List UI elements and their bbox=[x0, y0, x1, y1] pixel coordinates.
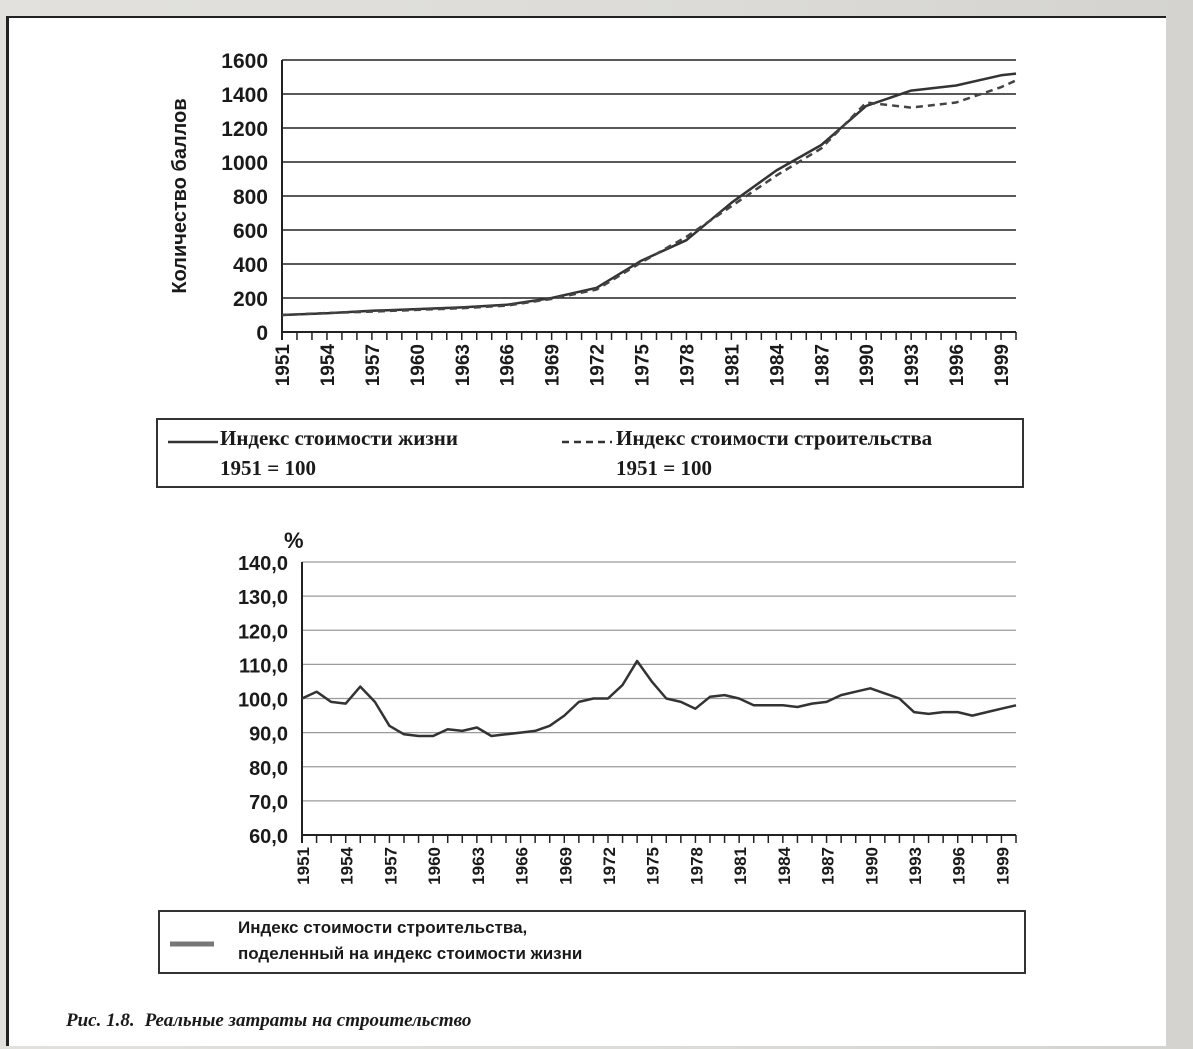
bottom-chart-legend bbox=[158, 910, 1026, 974]
top-chart-x-tick-label: 1975 bbox=[632, 344, 654, 387]
bottom-chart-x-tick-label: 1999 bbox=[993, 847, 1013, 885]
legend-cost-of-living-base: 1951 = 100 bbox=[220, 456, 316, 480]
top-chart-y-tick-label: 0 bbox=[256, 322, 268, 345]
top-chart-x-tick-label: 1957 bbox=[362, 344, 384, 387]
bottom-chart-y-tick-label: 120,0 bbox=[237, 621, 288, 644]
bottom-chart-y-tick-label: 70,0 bbox=[249, 791, 288, 814]
top-chart-x-tick-label: 1999 bbox=[992, 344, 1014, 387]
top-chart-x-tick-label: 1966 bbox=[497, 344, 519, 387]
legend-cost-of-living-label: Индекс стоимости жизни bbox=[220, 426, 458, 450]
top-chart-x-tick-label: 1954 bbox=[317, 344, 339, 387]
bottom-chart-x-tick-label: 1987 bbox=[818, 847, 838, 885]
bottom-chart-x-tick-label: 1978 bbox=[687, 847, 707, 885]
top-chart-x-tick-label: 1987 bbox=[812, 344, 834, 387]
top-chart-x-tick-label: 1972 bbox=[587, 344, 609, 387]
figure-caption bbox=[66, 1010, 471, 1032]
bottom-chart-y-tick-label: 60,0 bbox=[249, 826, 288, 848]
bottom-chart-x-tick-label: 1960 bbox=[425, 847, 445, 885]
top-chart-x-tick-label: 1969 bbox=[542, 344, 564, 387]
top-chart-x-tick-label: 1960 bbox=[407, 344, 429, 387]
bottom-chart-y-tick-label: 140,0 bbox=[237, 553, 288, 575]
bottom-chart-x-tick-label: 1972 bbox=[600, 847, 619, 885]
top-chart-y-tick-label: 1000 bbox=[221, 152, 268, 175]
top-chart-x-tick-label: 1993 bbox=[902, 344, 924, 387]
bottom-chart-x-tick-label: 1957 bbox=[381, 847, 401, 885]
top-chart-y-tick-label: 600 bbox=[232, 220, 268, 243]
top-chart-y-tick-label: 800 bbox=[232, 186, 268, 209]
legend-ratio-line-sample bbox=[170, 934, 230, 954]
top-chart-y-tick-label: 400 bbox=[232, 254, 268, 277]
top-chart-x-tick-label: 1963 bbox=[452, 344, 474, 387]
top-chart-x-tick-label: 1978 bbox=[677, 344, 699, 387]
bottom-chart-x-tick-label: 1990 bbox=[862, 847, 882, 885]
top-chart-y-tick-label: 1400 bbox=[221, 84, 268, 107]
top-chart-x-tick-label: 1984 bbox=[767, 344, 789, 387]
bottom-chart-y-tick-label: 110,0 bbox=[239, 655, 288, 678]
legend-construction-cost-label: Индекс стоимости строительства bbox=[616, 426, 933, 450]
top-chart-y-tick-label: 200 bbox=[232, 288, 268, 311]
bottom-chart-x-tick-label: 1996 bbox=[949, 847, 969, 885]
bottom-chart-x-tick-label: 1951 bbox=[294, 847, 313, 885]
bottom-chart-x-tick-label: 1975 bbox=[643, 847, 663, 885]
bottom-chart-y-tick-label: 90,0 bbox=[249, 723, 288, 746]
bottom-chart-x-tick-label: 1966 bbox=[512, 847, 532, 885]
bottom-chart-y-tick-label: 80,0 bbox=[249, 757, 288, 780]
bottom-chart-x-tick-label: 1981 bbox=[731, 847, 751, 885]
legend-construction-cost-base: 1951 = 100 bbox=[616, 456, 712, 480]
bottom-chart-x-tick-label: 1993 bbox=[906, 847, 925, 885]
bottom-chart-x-tick-label: 1969 bbox=[556, 847, 576, 885]
figure-number: Рис. 1.8. bbox=[66, 1010, 135, 1031]
bottom-chart-x-tick-label: 1963 bbox=[468, 847, 488, 885]
figure-caption-text: Реальные затраты на строительство bbox=[144, 1010, 472, 1031]
bottom-chart-y-tick-label: 130,0 bbox=[237, 587, 288, 610]
bottom-chart-y-axis-label: % bbox=[284, 528, 304, 553]
top-chart-y-tick-label: 1600 bbox=[221, 50, 268, 73]
top-chart-y-tick-label: 1200 bbox=[221, 118, 268, 141]
bottom-chart-x-tick-label: 1954 bbox=[337, 847, 357, 885]
bottom-chart-x-tick-label: 1984 bbox=[774, 847, 794, 885]
top-chart-x-tick-label: 1996 bbox=[947, 344, 969, 387]
legend-ratio-label: Индекс стоимости строительства, bbox=[238, 918, 528, 937]
top-chart-y-axis-label: Количество баллов bbox=[169, 98, 191, 294]
top-chart-x-tick-label: 1951 bbox=[273, 344, 294, 387]
bottom-chart-y-tick-label: 100,0 bbox=[237, 689, 288, 712]
top-chart-x-tick-label: 1981 bbox=[722, 344, 744, 387]
top-chart-x-tick-label: 1990 bbox=[857, 344, 879, 387]
legend-ratio-label-line2: поделенный на индекс стоимости жизни bbox=[238, 944, 583, 963]
